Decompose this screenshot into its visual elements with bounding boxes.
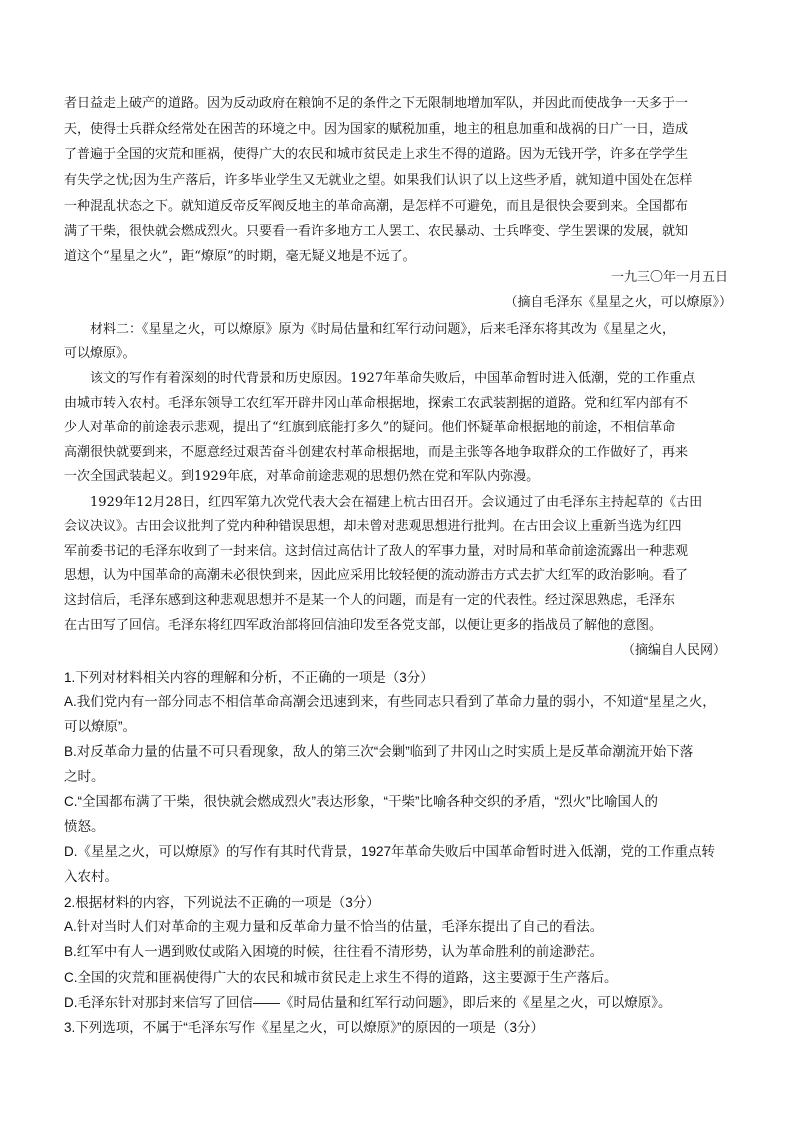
option-line: A.我们党内有一部分同志不相信革命高潮会迅速到来，有些同志只看到了革命力量的弱小，不知道“星星之火， [64, 694, 716, 709]
source-citation: （摘自毛泽东《星星之火，可以燎原》） [504, 295, 732, 310]
text-line: 1929年12月28日，红四军第九次党代表大会在福建上杭古田召开。会议通过了由毛泽东主持起草的《古田 [90, 495, 703, 510]
text-line: 了普遍于全国的灾荒和匪祸，使得广大的农民和城市贫民走上求生不得的道路。因为无钱开学，许多在学学生 [64, 147, 689, 162]
option-line: 入农村。 [64, 869, 118, 884]
text-line: 该文的写作有着深刻的时代背景和历史原因。1927年革命失败后，中国革命暂时进入低潮，党的工作重点 [90, 371, 696, 386]
question-stem: 1.下列对材料相关内容的理解和分析，不正确的一项是（3分） [64, 670, 434, 685]
material-heading: 材料二：《星星之火，可以燎原》原为《时局估量和红军行动问题》，后来毛泽东将其改为《星星之火， [90, 322, 676, 337]
option-line: D.毛泽东针对那封来信写了回信——《时局估量和红军行动问题》，即后来的《星星之火，可以燎原》。 [64, 995, 672, 1010]
text-line: 天，使得士兵群众经常处在困苦的环境之中。因为国家的赋税加重，地主的租息加重和战祸的日广一日，造成 [64, 122, 689, 137]
text-line: 有失学之忧;因为生产落后，许多毕业学生又无就业之望。如果我们认识了以上这些矛盾，就知道中国处在怎样 [64, 173, 693, 188]
question-stem: 3.下列选项，不属于“毛泽东写作《星星之火，可以燎原》”的原因的一项是（3分） [64, 1020, 545, 1035]
option-line: A.针对当时人们对革命的主观力量和反革命力量不恰当的估量，毛泽东提出了自己的看法。 [64, 919, 604, 934]
text-line: 由城市转入农村。毛泽东领导工农红军开辟井冈山革命根据地，探索工农武装割据的道路。党和红军内部有不 [64, 396, 689, 411]
text-line: 思想，认为中国革命的高潮未必很快到来，因此应采用比较轻便的流动游击方式去扩大红军的政治影响。看了 [64, 568, 689, 583]
option-line: B.红军中有人一遇到败仗或陷入困境的时候，往往看不清形势，认为革命胜利的前途渺茫。 [64, 944, 604, 959]
text-line: 一次全国武装起义。到1929年底，对革命前途悲观的思想仍然在党和军队内弥漫。 [64, 469, 540, 484]
option-line: 愤怒。 [64, 819, 105, 834]
option-line: 之时。 [64, 769, 105, 784]
text-line: 少人对革命的前途表示悲观，提出了“红旗到底能打多久”的疑问。他们怀疑革命根据地的前途，不相信革命 [64, 420, 676, 435]
option-line: B.对反革命力量的估量不可只看现象，敌人的第三次“会剿”临到了井冈山之时实质上是反革命潮流开始下落 [64, 744, 694, 759]
text-line: 会议决议》。古田会议批判了党内种种错误思想，却未曾对悲观思想进行批判。在古田会议上重新当选为红四 [64, 519, 682, 534]
option-line: C.全国的灾荒和匪祸使得广大的农民和城市贫民走上求生不得的道路，这主要源于生产落后。 [64, 970, 618, 985]
text-line: 道这个“星星之火”，距“燎原”的时期，毫无疑义地是不远了。 [64, 249, 416, 264]
option-line: 可以燎原”。 [64, 719, 136, 734]
text-line: 满了干柴，很快就会燃成烈火。只要看一看许多地方工人罢工、农民暴动、士兵哗变、学生罢课的发展，就知 [64, 224, 689, 239]
text-line: 高潮很快就要到来，不愿意经过艰苦奋斗创建农村革命根据地，而是主张等各地争取群众的工作做好了，再来 [64, 445, 689, 460]
text-line: 在古田写了回信。毛泽东将红四军政治部将回信油印发至各党支部，以便让更多的指战员了解他的意图。 [64, 618, 663, 633]
text-line: 这封信后，毛泽东感到这种悲观思想并不是某一个人的问题，而是有一定的代表性。经过深思熟虑，毛泽东 [64, 593, 676, 608]
option-line: D.《星星之火，可以燎原》的写作有其时代背景，1927年革命失败后中国革命暂时进入低潮，党的工作重点转 [64, 844, 716, 859]
text-line: 者日益走上破产的道路。因为反动政府在粮饷不足的条件之下无限制地增加军队，并因此而使战争一天多于一 [64, 96, 689, 111]
date-line: 一九三〇年一月五日 [610, 270, 728, 285]
text-line: 军前委书记的毛泽东收到了一封来信。这封信过高估计了敌人的军事力量，对时局和革命前途流露出一种悲观 [64, 544, 689, 559]
question-stem: 2.根据材料的内容，下列说法不正确的一项是（3分） [64, 895, 380, 910]
source-citation: （摘编自人民网） [621, 643, 726, 658]
text-line: 一种混乱状态之下。就知道反帝反军阀反地主的革命高潮，是怎样不可避免，而且是很快会要到来。全国都布 [64, 199, 689, 214]
text-line: 可以燎原》。 [64, 346, 136, 361]
option-line: C.“全国都布满了干柴，很快就会燃成烈火”表达形象，“干柴”比喻各种交织的矛盾，“烈火”比喻国人的 [64, 794, 658, 809]
